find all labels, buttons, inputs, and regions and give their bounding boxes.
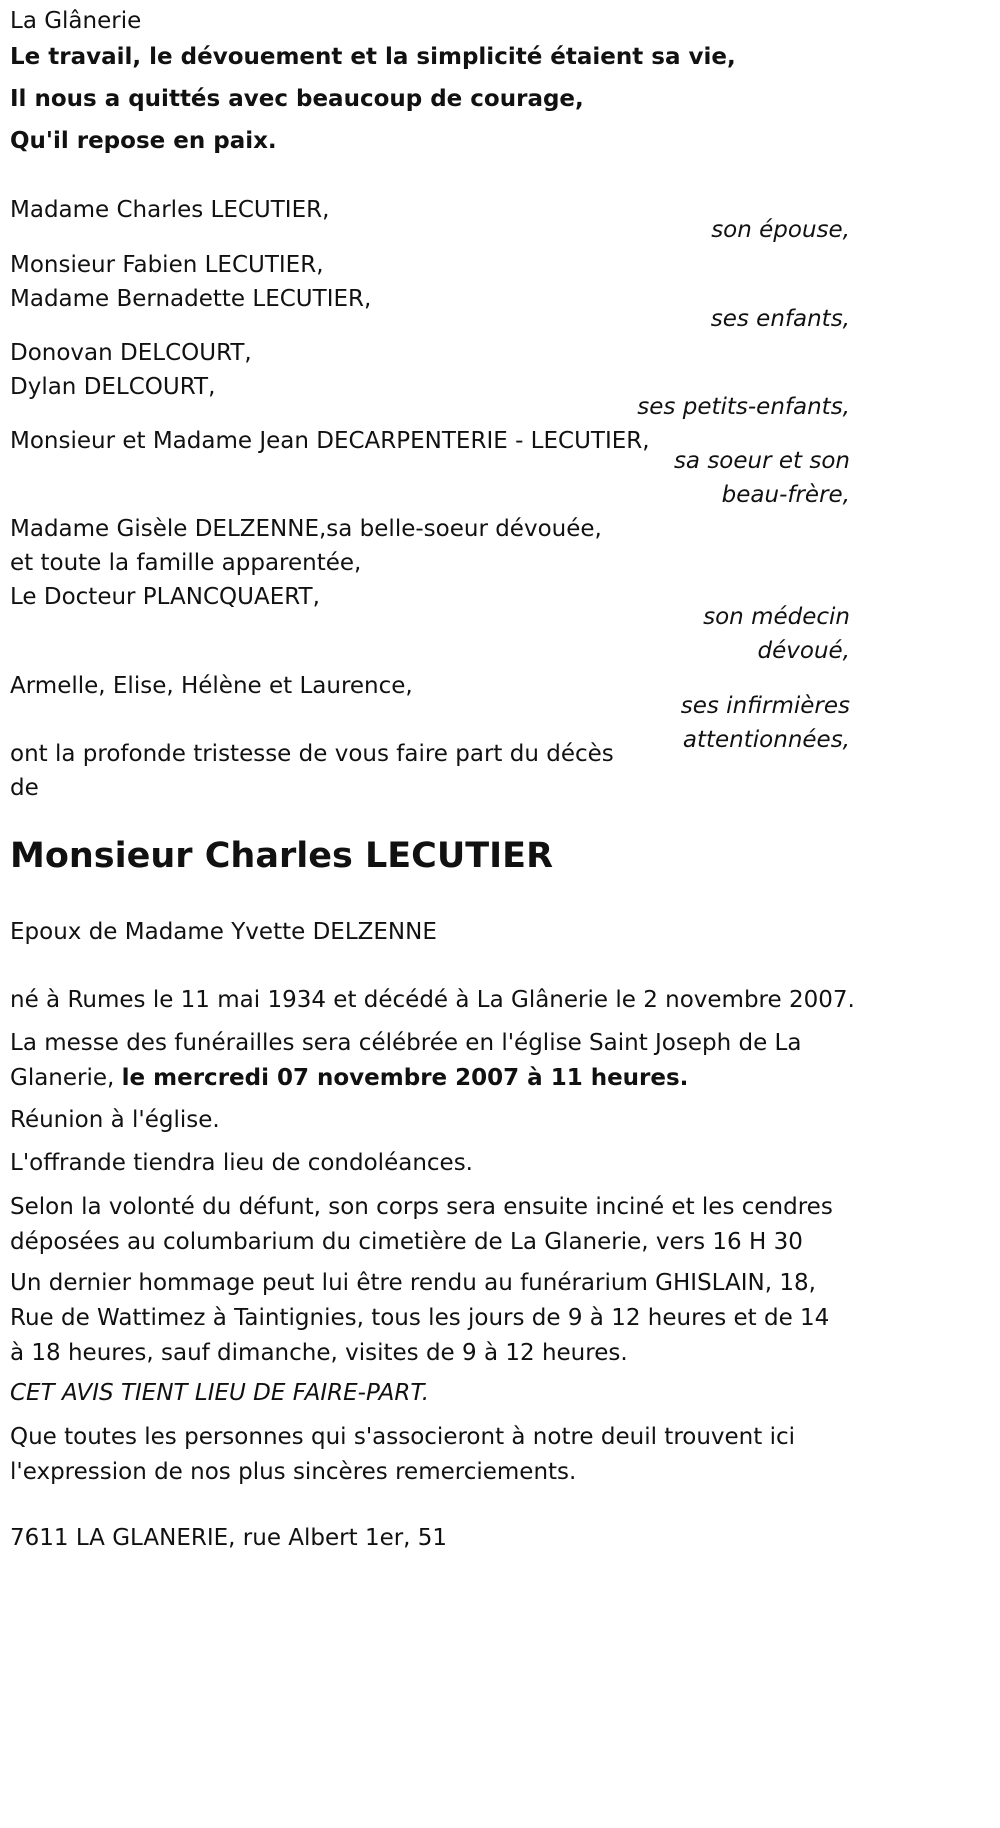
- notice-line: CET AVIS TIENT LIEU DE FAIRE-PART.: [10, 1380, 430, 1406]
- wife-name: Madame Charles LECUTIER,: [10, 197, 330, 223]
- doctor-relation-line-1: son médecin: [703, 604, 850, 630]
- wife-relation: son épouse,: [711, 217, 850, 243]
- mass-text: La messe des funérailles sera célébrée en l'église Saint Joseph de La Glanerie,: [10, 1030, 802, 1091]
- verse-line-1: Le travail, le dévouement et la simplicité étaient sa vie,: [10, 44, 736, 70]
- grandchildren-relation: ses petits-enfants,: [637, 394, 850, 420]
- meeting-line: Réunion à l'église.: [10, 1107, 220, 1133]
- verse-line-3: Qu'il repose en paix.: [10, 128, 277, 154]
- doctor-relation-line-2: dévoué,: [757, 638, 850, 664]
- mass-paragraph: [10, 1026, 850, 1096]
- deceased-name: Monsieur Charles LECUTIER: [10, 836, 554, 876]
- grandchild-name-2: Dylan DELCOURT,: [10, 374, 216, 400]
- doctor-name: Le Docteur PLANCQUAERT,: [10, 584, 320, 610]
- address-line: 7611 LA GLANERIE, rue Albert 1er, 51: [10, 1525, 448, 1551]
- sister-name: Monsieur et Madame Jean DECARPENTERIE - LECUTIER,: [10, 428, 650, 454]
- sister-relation-line-2: beau-frère,: [721, 482, 850, 508]
- announcement-line-2: de: [10, 775, 39, 801]
- child-name-2: Madame Bernadette LECUTIER,: [10, 286, 372, 312]
- children-relation: ses enfants,: [710, 306, 850, 332]
- verse-line-2: Il nous a quittés avec beaucoup de courage,: [10, 86, 584, 112]
- other-line-1: Madame Gisèle DELZENNE,sa belle-soeur dévouée,: [10, 516, 602, 542]
- nurses-relation-line-2: attentionnées,: [682, 727, 850, 753]
- sister-relation-line-1: sa soeur et son: [673, 448, 850, 474]
- announcement-line-1: ont la profonde tristesse de vous faire part du décès: [10, 741, 614, 767]
- tribute-paragraph: Un dernier hommage peut lui être rendu au funérarium GHISLAIN, 18, Rue de Wattimez à Taintignies, tous les jours de 9 à 12 heures et de 14 à 18 heures, sauf dimanche, visites de 9 à 12 heures.: [10, 1270, 830, 1366]
- other-line-2: et toute la famille apparentée,: [10, 550, 362, 576]
- spouse-line: Epoux de Madame Yvette DELZENNE: [10, 919, 437, 945]
- grandchild-name-1: Donovan DELCOURT,: [10, 340, 252, 366]
- offering-line: L'offrande tiendra lieu de condoléances.: [10, 1150, 473, 1176]
- place-heading: La Glânerie: [10, 8, 142, 34]
- child-name-1: Monsieur Fabien LECUTIER,: [10, 252, 324, 278]
- nurses-relation-line-1: ses infirmières: [680, 693, 850, 719]
- birth-death-line: né à Rumes le 11 mai 1934 et décédé à La Glânerie le 2 novembre 2007.: [10, 987, 855, 1013]
- cremation-paragraph: Selon la volonté du défunt, son corps sera ensuite inciné et les cendres déposées au columbarium du cimetière de La Glanerie, vers 16 H 30: [10, 1194, 833, 1255]
- mass-date: le mercredi 07 novembre 2007 à 11 heures.: [121, 1065, 689, 1091]
- thanks-paragraph: Que toutes les personnes qui s'associeront à notre deuil trouvent ici l'expression de nos plus sincères remerciements.: [10, 1424, 796, 1485]
- nurses-names: Armelle, Elise, Hélène et Laurence,: [10, 673, 413, 699]
